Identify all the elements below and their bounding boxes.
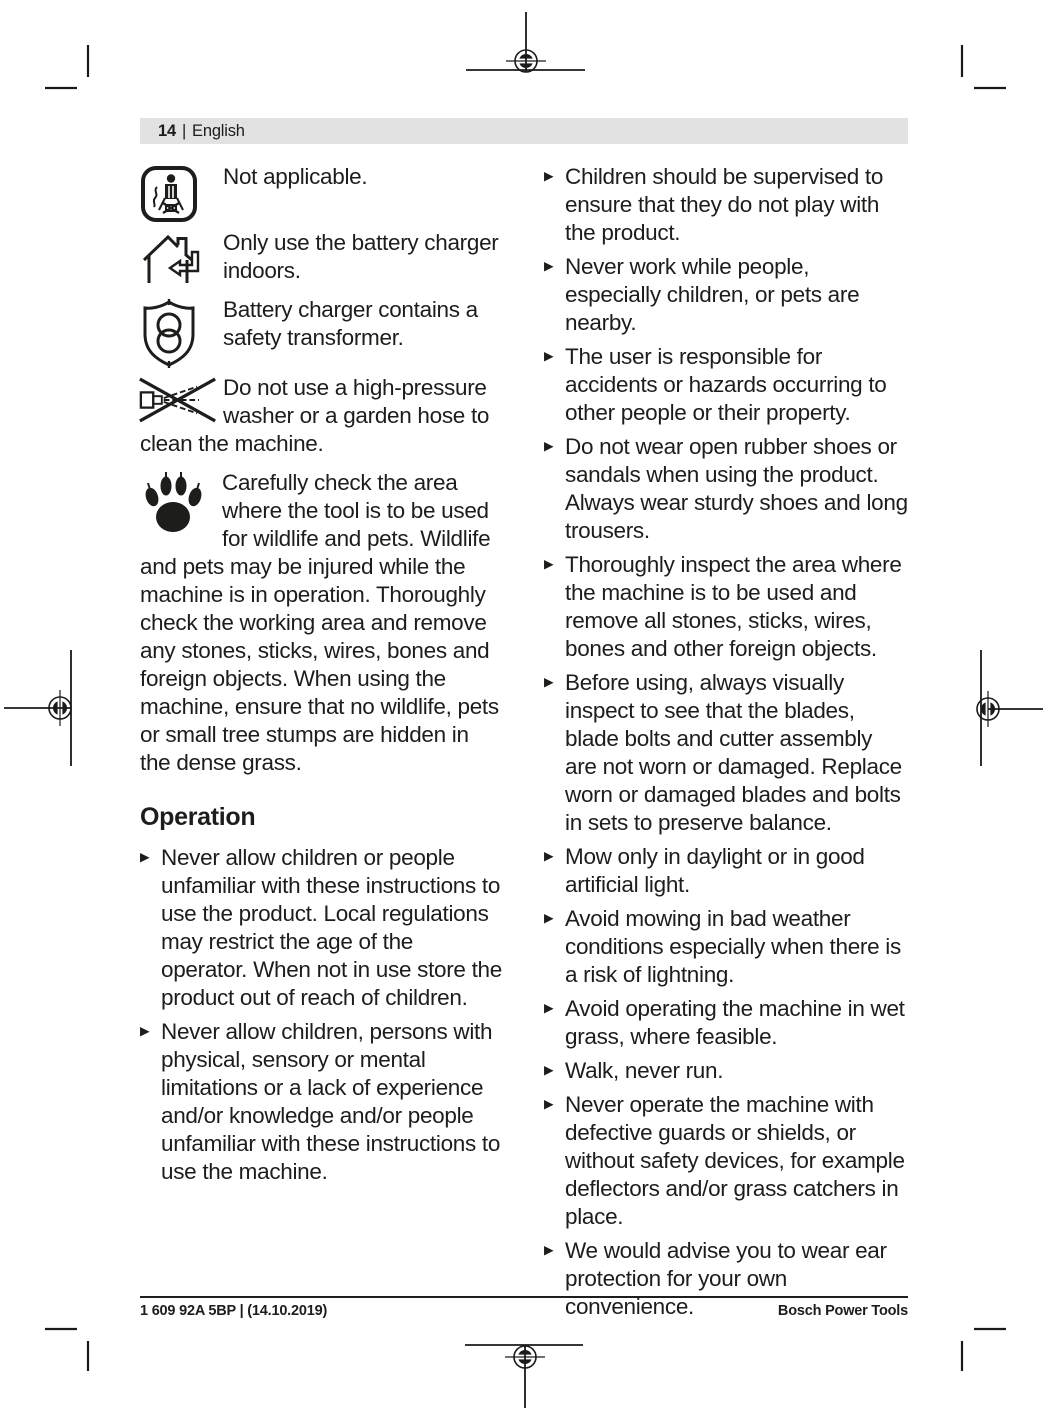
bullet-text: Never operate the machine with defective guards or shields, or without safety devices, for example deflectors and/or grass catchers in place. <box>565 1092 905 1229</box>
symbol-text: Not applicable. <box>223 164 368 189</box>
bullet-item <box>544 253 908 337</box>
symbol-item <box>140 374 504 458</box>
symbol-item <box>140 163 504 191</box>
bullet-triangle-icon: ▶ <box>544 1001 554 1015</box>
bullet-triangle-icon: ▶ <box>544 1097 554 1111</box>
no-high-pressure-washer-icon <box>138 376 218 424</box>
bullet-text: We would advise you to wear ear protection for your own convenience. <box>565 1238 887 1319</box>
crop-mark-top-right <box>947 35 1017 105</box>
bullet-triangle-icon: ▶ <box>544 169 554 183</box>
left-column <box>140 163 504 1327</box>
registration-mark-top-center <box>456 5 596 80</box>
crop-mark-top-left <box>35 35 105 105</box>
registration-mark-left <box>0 645 80 775</box>
footer-doc-number: 1 609 92A 5BP | (14.10.2019) <box>140 1303 328 1319</box>
crop-mark-bottom-right <box>947 1310 1017 1380</box>
bullet-text: Never allow children or people unfamiliar with these instructions to use the product. Local regulations may restrict the age of the operator. When not in use store the product out of reach of children. <box>161 845 502 1010</box>
bullet-triangle-icon: ▶ <box>544 259 554 273</box>
bullet-item <box>544 669 908 837</box>
bullet-text: Thoroughly inspect the area where the machine is to be used and remove all stones, sticks, wires, bones and other foreign objects. <box>565 552 902 661</box>
symbol-text: Only use the battery charger indoors. <box>223 230 499 283</box>
bullet-triangle-icon: ▶ <box>544 349 554 363</box>
bullet-text: Children should be supervised to ensure that they do not play with the product. <box>565 164 884 245</box>
bullet-text: Do not wear open rubber shoes or sandals when using the product. Always wear sturdy shoes and long trousers. <box>565 434 908 543</box>
registration-mark-bottom-center <box>455 1338 595 1416</box>
bullet-item <box>544 163 908 247</box>
bullet-text: Avoid operating the machine in wet grass, where feasible. <box>565 996 905 1049</box>
bullet-item <box>544 1057 908 1085</box>
bullet-item <box>544 905 908 989</box>
bullet-item <box>544 343 908 427</box>
page-footer <box>140 1296 908 1319</box>
page-content <box>140 118 908 1327</box>
charge-indoors-house-arrow-icon <box>140 231 202 287</box>
bullet-text: Mow only in daylight or in good artificial light. <box>565 844 865 897</box>
animal-paw-icon <box>140 471 206 535</box>
footer-brand: Bosch Power Tools <box>777 1303 908 1319</box>
bullet-triangle-icon: ▶ <box>544 1063 554 1077</box>
bullet-triangle-icon: ▶ <box>544 439 554 453</box>
symbol-item <box>140 296 504 352</box>
harness-not-applicable-icon <box>140 165 202 223</box>
section-heading-operation: Operation <box>140 803 256 831</box>
bullet-triangle-icon: ▶ <box>544 849 554 863</box>
registration-mark-right <box>972 645 1052 775</box>
bullet-triangle-icon: ▶ <box>544 675 554 689</box>
bullet-triangle-icon: ▶ <box>140 1024 150 1038</box>
bullet-text: Never allow children, persons with physical, sensory or mental limitations or a lack of experience and/or knowledge and/or people unfamiliar with these instructions to use the machine. <box>161 1019 501 1184</box>
symbol-text: Do not use a high-pressure washer or a garden hose to clean the machine. <box>140 375 490 456</box>
bullet-text: Walk, never run. <box>565 1058 724 1083</box>
bullet-item <box>544 995 908 1051</box>
bullet-text: The user is responsible for accidents or hazards occurring to other people or their property. <box>565 344 887 425</box>
bullet-item <box>140 844 504 1012</box>
bullet-triangle-icon: ▶ <box>140 850 150 864</box>
right-column <box>544 163 908 1327</box>
crop-mark-bottom-left <box>35 1310 105 1380</box>
safety-transformer-shield-icon <box>140 298 202 368</box>
page-number: 14 <box>158 121 176 140</box>
symbol-text: Carefully check the area where the tool is to be used for wildlife and pets. Wildlife and pets may be injured while the machine is in operation. Thoroughly check the working area and remove any stones, sticks, wires, bones and foreign objects. When using the machine, ensure that no wildlife, pets or small tree stumps are hidden in the dense grass. <box>140 470 499 775</box>
bullet-item <box>544 1091 908 1231</box>
symbol-item <box>140 469 504 777</box>
bullet-text: Before using, always visually inspect to see that the blades, blade bolts and cutter assembly are not worn or damaged. Replace worn or damaged blades and bolts in sets to preserve balance. <box>565 670 902 835</box>
symbol-item <box>140 229 504 285</box>
bullet-item <box>544 551 908 663</box>
header-separator: | <box>181 121 187 140</box>
bullet-triangle-icon: ▶ <box>544 557 554 571</box>
symbol-text: Battery charger contains a safety transformer. <box>223 297 478 350</box>
page-header-bar <box>140 118 908 144</box>
bullet-text: Avoid mowing in bad weather conditions especially when there is a risk of lightning. <box>565 906 901 987</box>
bullet-item <box>140 1018 504 1186</box>
bullet-triangle-icon: ▶ <box>544 1243 554 1257</box>
bullet-triangle-icon: ▶ <box>544 911 554 925</box>
bullet-item <box>544 843 908 899</box>
header-language: English <box>192 121 245 140</box>
bullet-item <box>544 433 908 545</box>
bullet-text: Never work while people, especially children, or pets are nearby. <box>565 254 860 335</box>
